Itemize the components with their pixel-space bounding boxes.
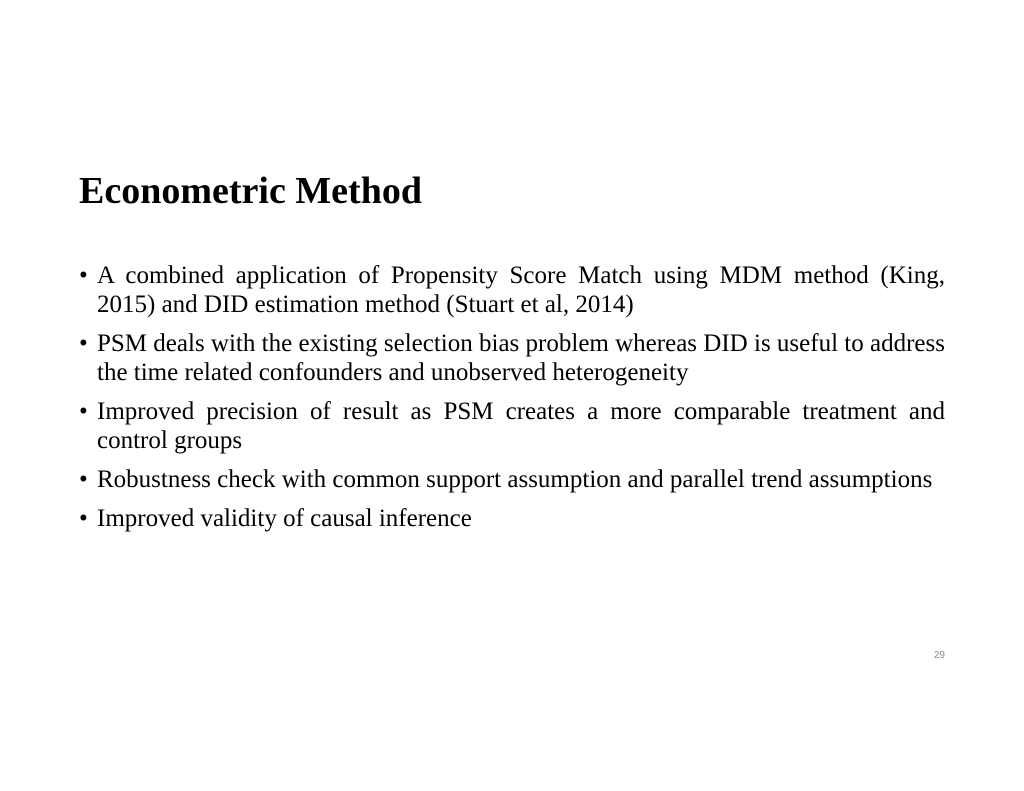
bullet-item-5 [79,504,945,533]
bullet-text-1: A combined application of Propensity Score Match using MDM method (King, 2015) and DID estimation method (Stuart et al, 2014) [97,262,945,318]
bullet-icon: • [79,466,88,493]
slide-title: Econometric Method [79,170,422,212]
bullet-item-3 [79,397,945,455]
bullet-text-2: PSM deals with the existing selection bias problem whereas DID is useful to address the time related confounders and unobserved heterogeneity [97,330,945,386]
bullet-icon: • [79,262,88,289]
bullet-text-5: Improved validity of causal inference [97,505,472,532]
bullet-icon: • [79,505,88,532]
bullet-item-1 [79,261,945,319]
bullet-item-4 [79,465,945,494]
bullet-item-2 [79,329,945,387]
bullet-text-4: Robustness check with common support assumption and parallel trend assumptions [97,466,933,493]
bullet-icon: • [79,330,88,357]
page-number: 29 [933,650,945,661]
bullet-list [79,261,945,543]
bullet-text-3: Improved precision of result as PSM creates a more comparable treatment and control groups [97,398,945,454]
bullet-icon: • [79,398,88,425]
